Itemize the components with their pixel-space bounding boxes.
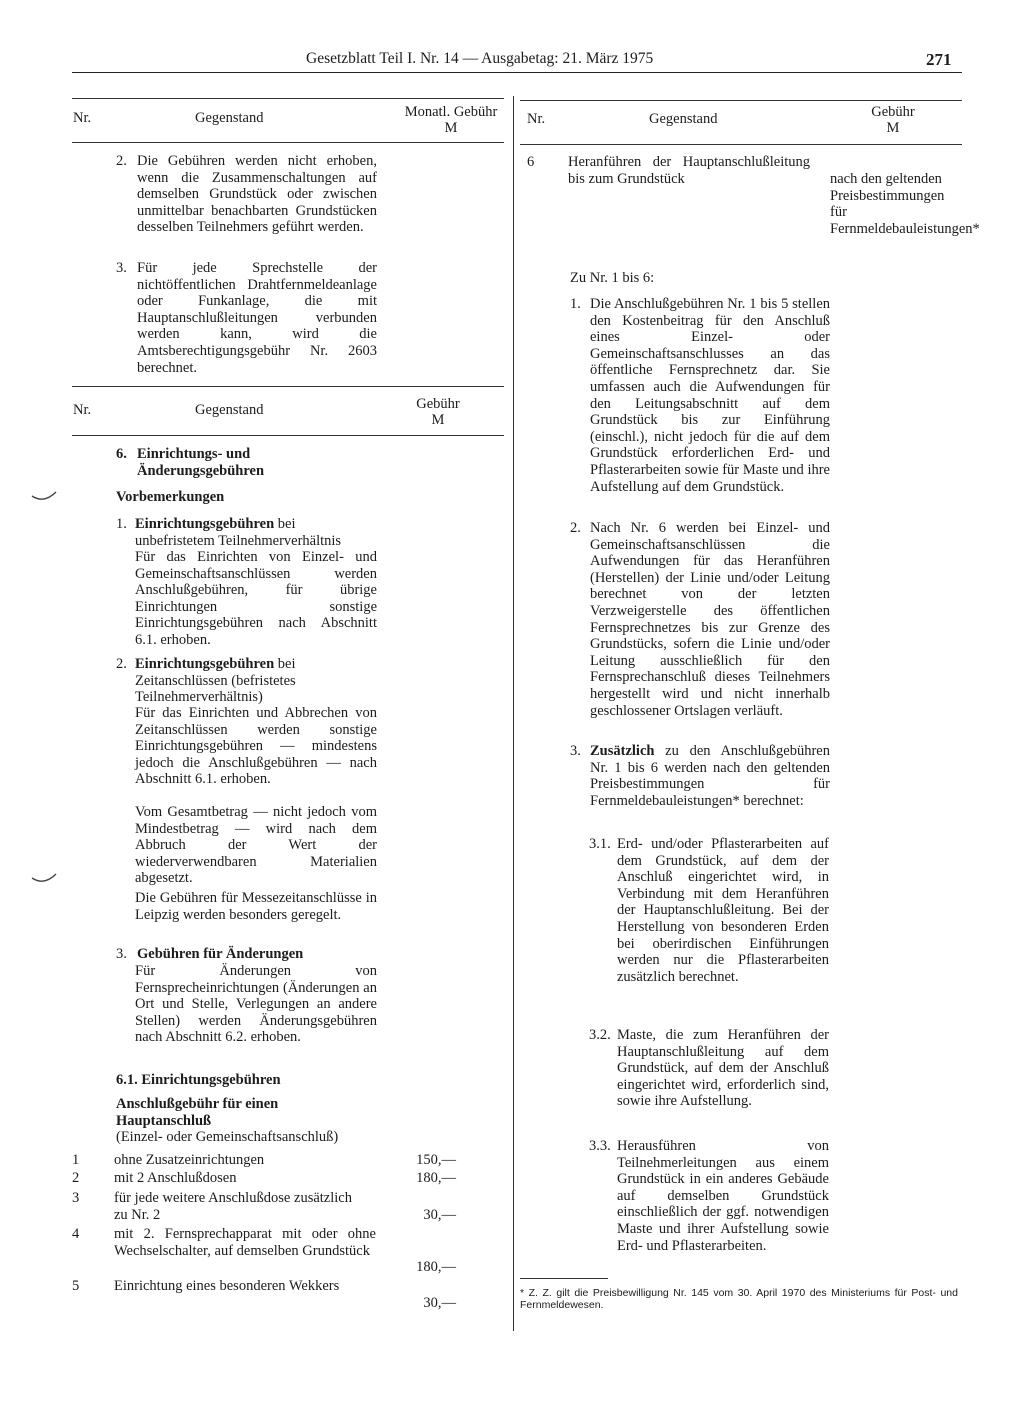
right-table-top-rule	[520, 100, 962, 101]
fee-amount-5: 30,—	[423, 1295, 456, 1311]
v2-rest: bei Zeitanschlüssen (befristetes Teilnehmerverhältnis)	[135, 656, 296, 706]
v2-paragraph-3: Die Gebühren für Messezeitanschlüsse in Leipzig werden besonders geregelt.	[135, 890, 377, 923]
fee-nr-1: 1	[72, 1152, 80, 1168]
table2-top-rule	[72, 386, 504, 387]
v2-number: 2.	[116, 656, 127, 672]
header-rule	[72, 72, 962, 73]
v1-bold: Einrichtungsgebühren	[135, 516, 275, 532]
p1-text: Die Anschlußgebühren Nr. 1 bis 5 stellen den Kostenbeitrag für den Anschluß eines Einzel- oder Gemeinschaftsanschlusses an das öffentliche Fernsprechnetz dar. Sie umfassen auch die Aufwendungen für den Leitungsabschnitt auf dem Grundstück bis zur Einführung (einschl.), nicht jedoch für die auf dem Grundstück erforderlichen Erd- und Pflasterarbeiten sowie für Maste und ihre Aufstellung auf dem Grundstück.	[590, 296, 830, 495]
item-3-text: Für jede Sprechstelle der nichtöffentlichen Drahtfernmeldeanlage oder Funkanlage, die mit Hauptanschlußleitungen verbunden werden kann, wird die Amtsberechtigungsgebühr Nr. 2603 berechnet.	[137, 260, 377, 376]
v1-heading	[135, 516, 377, 549]
p3-bold: Zusätzlich	[590, 743, 655, 759]
item-2-number: 2.	[116, 153, 127, 169]
footnote: * Z. Z. gilt die Preisbewilligung Nr. 145 vom 30. April 1970 des Ministeriums für Post- und Fernmeldewesen.	[520, 1287, 958, 1311]
row-6-text: Heranführen der Hauptanschlußleitung bis zum Grundstück	[568, 154, 810, 187]
row-6-nr: 6	[527, 154, 535, 170]
table2-col-gebuehr: Gebühr M	[416, 396, 460, 428]
vorbemerkungen-heading: Vorbemerkungen	[116, 489, 225, 505]
right-col-gebuehr: Gebühr M	[871, 104, 915, 136]
fee-nr-3: 3	[72, 1190, 80, 1206]
right-col-nr: Nr.	[527, 111, 546, 127]
p3-text	[590, 743, 830, 809]
fee-amount-4: 180,—	[416, 1259, 456, 1275]
fee-amount-3: 30,—	[423, 1207, 456, 1223]
section-6-title: Einrichtungs- und Änderungsgebühren	[137, 446, 265, 479]
item-3-number: 3.	[116, 260, 127, 276]
p1-number: 1.	[570, 296, 581, 312]
s32-number: 3.2.	[589, 1027, 611, 1043]
v1-rest: bei unbefristetem Teilnehmerverhältnis	[135, 516, 342, 549]
table1-top-rule	[72, 98, 504, 99]
fee-nr-2: 2	[72, 1170, 80, 1186]
fee-text-1: ohne Zusatzeinrichtungen	[114, 1152, 265, 1168]
anschluss-subtitle: Anschlußgebühr für einen Hauptanschluß	[116, 1096, 279, 1129]
footnote-rule	[520, 1278, 608, 1279]
fee-amount-1: 150,—	[416, 1152, 456, 1168]
table1-col-nr: Nr.	[73, 110, 92, 126]
fee-text-5: Einrichtung eines besonderen Wekkers	[114, 1278, 340, 1294]
table1-col-gebuehr: Monatl. Gebühr M	[404, 104, 498, 136]
margin-mark-2	[30, 872, 60, 888]
p3-rest: zu den Anschlußgebühren Nr. 1 bis 6 werden nach den geltenden Preisbestimmungen für Fernmeldebauleistungen* berechnet:	[590, 743, 830, 809]
s32-text: Maste, die zum Heranführen der Hauptanschlußleitung auf dem Grundstück, auf dem der Anschluß eingerichtet wird, erforderlich sind, sowie ihre Aufstellung.	[617, 1027, 829, 1110]
right-col-gegenstand: Gegenstand	[649, 111, 718, 127]
p2-number: 2.	[570, 520, 581, 536]
table1-col-gegenstand: Gegenstand	[195, 110, 264, 126]
v2-bold: Einrichtungsgebühren	[135, 656, 275, 672]
right-table-header-rule	[520, 144, 962, 145]
section-6-1-title: 6.1. Einrichtungsgebühren	[116, 1072, 281, 1088]
v3-paragraph: Für Änderungen von Fernsprecheinrichtungen (Änderungen an Ort und Stelle, Verlegungen an andere Stellen) werden Änderungsgebühren nach Abschnitt 6.2. erhoben.	[135, 963, 377, 1046]
v2-paragraph-1: Für das Einrichten und Abbrechen von Zeitanschlüssen werden sonstige Einrichtungsgebühren — mindestens jedoch die Anschlußgebühren — nach Abschnitt 6.1. erhoben.	[135, 705, 377, 788]
anschluss-subtitle-paren: (Einzel- oder Gemeinschaftsanschluß)	[116, 1129, 339, 1145]
margin-mark-1	[30, 490, 60, 506]
s33-number: 3.3.	[589, 1138, 611, 1154]
v3-number: 3.	[116, 946, 127, 962]
zu-nr-heading: Zu Nr. 1 bis 6:	[570, 270, 655, 286]
running-title: Gesetzblatt Teil I. Nr. 14 — Ausgabetag: 21. März 1975	[306, 50, 654, 67]
fee-text-2: mit 2 Anschlußdosen	[114, 1170, 237, 1186]
fee-nr-5: 5	[72, 1278, 80, 1294]
fee-nr-4: 4	[72, 1226, 80, 1242]
section-6-number: 6.	[116, 446, 127, 462]
p2-text: Nach Nr. 6 werden bei Einzel- und Gemeinschaftsanschlüssen die Aufwendungen für das Heranführen (Herstellen) der Linie und/oder Leitung berechnet von der letzten Verzweigerstelle des öffentlichen Fernsprechnetzes bis zur Grenze des Grundstücks, sofern die Linie und/oder Leitung ausschließlich für den Fernsprechanschluß dieses Teilnehmers hergestellt wird und nicht innerhalb geschlossener Ortslagen verläuft.	[590, 520, 830, 719]
item-2-text: Die Gebühren werden nicht erhoben, wenn die Zusammenschaltungen auf demselben Grundstück oder zwischen unmittelbar benachbarten Grundstücken desselben Teilnehmers geführt werden.	[137, 153, 377, 236]
page-number: 271	[926, 50, 952, 69]
table2-col-nr: Nr.	[73, 402, 92, 418]
s31-number: 3.1.	[589, 836, 611, 852]
fee-text-3: für jede weitere Anschlußdose zusätzlich zu Nr. 2	[114, 1190, 352, 1223]
fee-text-4: mit 2. Fernsprechapparat mit oder ohne Wechselschalter, auf demselben Grundstück	[114, 1226, 376, 1259]
p3-number: 3.	[570, 743, 581, 759]
fee-amount-2: 180,—	[416, 1170, 456, 1186]
v2-paragraph-2: Vom Gesamtbetrag — nicht jedoch vom Mindestbetrag — wird nach dem Abbruch der Wert der wiederverwendbaren Materialien abgesetzt.	[135, 804, 377, 887]
table1-header-rule	[72, 142, 504, 143]
column-divider	[513, 96, 514, 1331]
v1-paragraph: Für das Einrichten von Einzel- und Gemeinschaftsanschlüssen werden Anschlußgebühren, für übrige Einrichtungen sonstige Einrichtungsgebühren nach Abschnitt 6.1. erhoben.	[135, 549, 377, 648]
v2-heading	[135, 656, 377, 706]
v3-heading: Gebühren für Änderungen	[137, 946, 304, 962]
row-6-fee: nach den geltenden Preisbestimmungen für Fernmeldebauleistungen*	[830, 171, 980, 237]
s31-text: Erd- und/oder Pflasterarbeiten auf dem Grundstück, auf dem der Anschluß eingerichtet wird, in Verbindung mit dem Heranführen der Hauptanschlußleitung. Bei der Herstellung von besonderen Erden bei oberirdischen Einführungen werden nur die Pflasterarbeiten zusätzlich berechnet.	[617, 836, 829, 985]
v1-number: 1.	[116, 516, 127, 532]
table2-col-gegenstand: Gegenstand	[195, 402, 264, 418]
table2-header-rule	[72, 435, 504, 436]
s33-text: Herausführen von Teilnehmerleitungen aus einem Grundstück in ein anderes Gebäude auf demselben Grundstück einschließlich der ggf. notwendigen Maste und ihrer Aufstellung sowie Erd- und Pflasterarbeiten.	[617, 1138, 829, 1254]
